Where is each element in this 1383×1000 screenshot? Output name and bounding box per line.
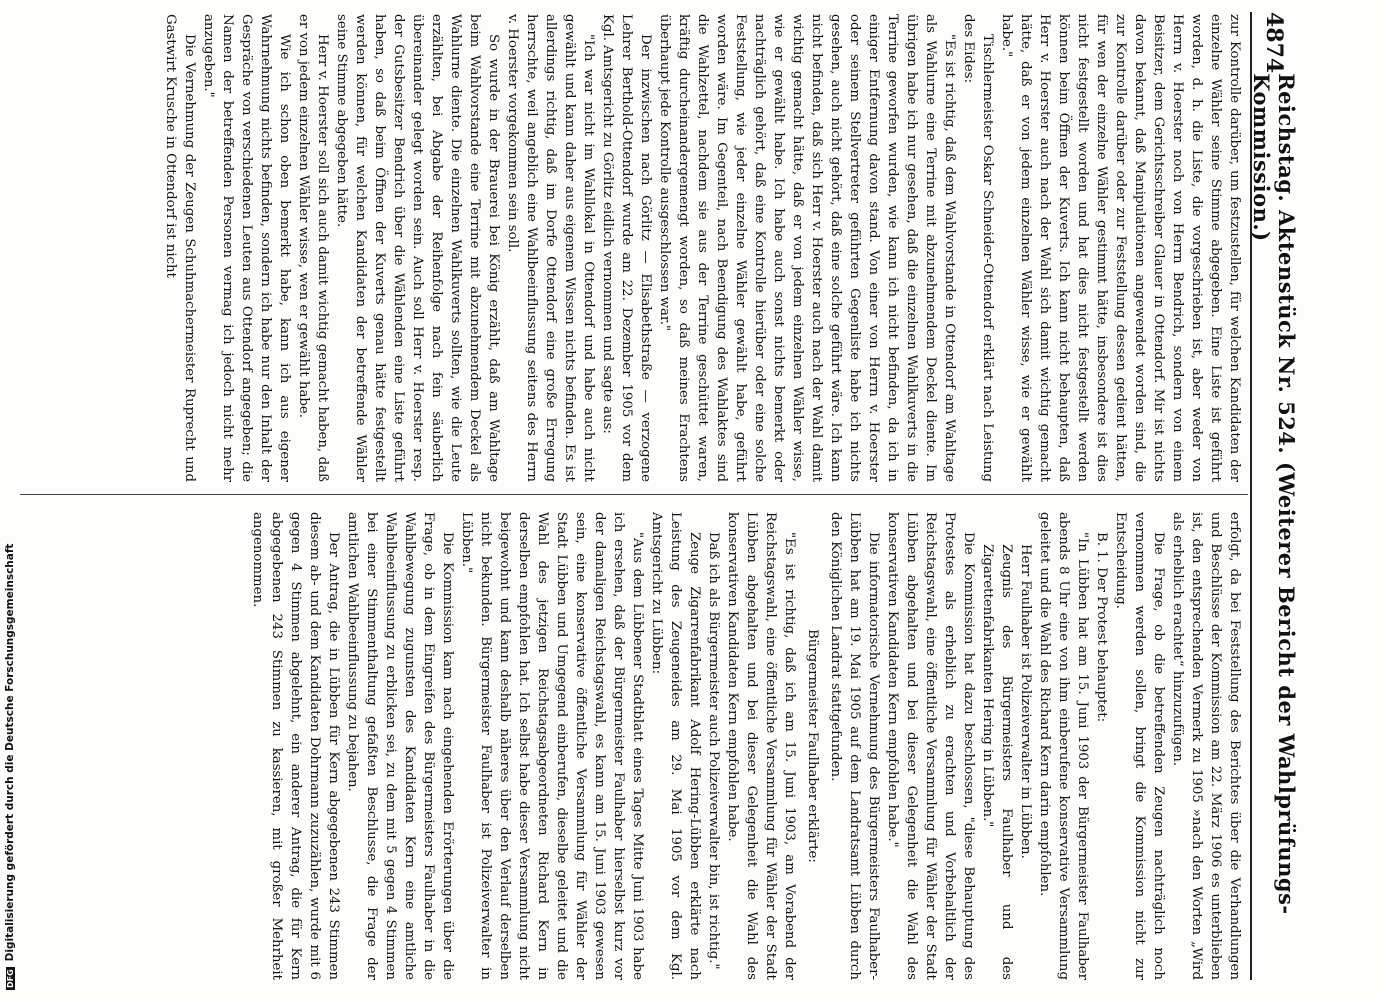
right-column [10, 512, 1244, 980]
credit-text: Digitalisierung gefördert durch die Deutsche Forschungsgemeinschaft [4, 543, 16, 962]
page-number: 4874 [1261, 12, 1287, 74]
paragraph: So wurde in der Brauerei bei König erzählt, daß am Wahltage beim Wahlvorstande eine Terrine mit abzunehmendem Deckel als Wahlurne diente. Die einzelnen Wahlkuverts sollten, wie die Leute erzählten, bei Abgabe der Reihenfolge nach fein säuberlich übereinander gelegt worden sein. Auch soll Herr v. Hoerster resp. der Gutsbesitzer Bendrich über die Wählenden eine Liste geführt haben, so daß beim Öffnen der Kuverts genau hätte festgestellt werden können, für welchen Kandidaten der betreffende Wähler seine Stimme abgegeben hätte. [334, 14, 501, 482]
paragraph: erfolgt, da bei Feststellung des Berichtes über die Verhandlungen und Beschlüsse der Kommission am 22. März 1906 es unterblieben ist, den entsprechenden Vermerk zu 1905 »nach den Worten „Wird als erheblich erachtet“ hinzuzufügen. [1170, 512, 1242, 980]
paragraph: Die Vernehmung der Zeugen Schuhmachermeister Ruprecht und Gastwirt Krusche in Ottendorf ist nicht [163, 14, 197, 482]
paragraph: Tischlermeister Oskar Schneider-Ottendorf erklärt nach Leistung des Eides: [961, 14, 995, 482]
paragraph: Der inzwischen nach Görlitz — Elisabethstraße — verzogene Lehrer Berthold-Ottendorf wurde am 22. Dezember 1905 vor dem Kgl. Amtsgericht zu Görlitz eidlich vernommen und sagte aus: [600, 14, 653, 482]
paragraph: Herr v. Hoerster soll sich auch damit wichtig gemacht haben, daß er von jedem einzelnen Wähler wisse, wen er gewählt habe. [296, 14, 330, 482]
paragraph: zur Kontrolle darüber, um festzustellen, für welchen Kandidaten der einzelne Wähler seine Stimme abgegeben. Eine Liste ist geführt worden, d. h. die Liste, die vorgeschrieben ist, aber weder von Herrn v. Hoerster noch von Herrn Bendrich, sondern von einem Beisitzer, dem Gerichtsschreiber Glauer in Ottendorf. Mir ist nichts davon bekannt, daß Manipulationen angewendet worden sind, die zur Kontrolle darüber oder zur Feststellung dessen gedient hätten, für wen der einzelne Wähler gestimmt hätte, insbesondere ist dies nicht festgestellt worden und hat dies nicht festgestellt werden können beim Öffnen der Kuverts. Ich kann nicht behaupten, daß Herr v. Hoerster auch nach der Wahl sich damit wichtig gemacht hätte, daß er von jedem einzelnen Wähler wisse, wie er gewählt habe." [999, 14, 1242, 482]
paragraph: "Es ist richtig, daß ich am 15. Juni 1903, am Vorabend der Reichstagswahl, eine öffentliche Versammlung für Wähler der Stadt Lübben abgehalten und bei dieser Gelegenheit die Wahl des konservativen Kandidaten Kern empfohlen habe. [725, 512, 797, 980]
paragraph: Daß ich als Bürgermeister auch Polizeiverwalter bin, ist richtig." [706, 532, 721, 970]
paragraph: B. 1. Der Protest behauptet: [1094, 532, 1109, 723]
header-rule [1250, 12, 1252, 980]
paragraph: "Ich war nicht im Wahllokal in Ottendorf und habe auch nicht gewählt und kann daher aus eigenem Wissen nichts befinden. Es ist allerdings richtig, daß im Dorfe Ottendorf eine große Erregung herrschte, weil angeblich eine Wahlbeeinflussung seitens des Herrn v. Hoerster vorgekommen sein soll. [505, 14, 596, 482]
dfg-logo: DFG [5, 969, 15, 988]
column-divider [20, 494, 1248, 495]
paragraph: Der Antrag, die in Lübben für Kern abgegebenen 243 Stimmen diesem ab- und dem Kandidaten Dohrmann zuzuzählen, wurde mit 6 gegen 4 Stimmen abgelehnt, ein anderer Antrag, die für Kern abgegebenen 243 Stimmen zu kassieren, mit großer Mehrheit angenommen. [250, 512, 341, 980]
paragraph: Die Kommission hat dazu beschlossen, "diese Behauptung des Protestes als erheblich zu erachten und Vorbehaltlich der Reichstagswahl, eine öffentliche Versammlung für Wähler der Stadt Lübben abgehalten und bei dieser Gelegenheit die Wahl des konservativen Kandidaten Kern empfohlen habe." [885, 512, 976, 980]
paragraph: Zeuge Zigarrenfabrikant Adolf Hering-Lübben erklärte nach Leistung des Zeugeneides am 29. Mai 1905 vor dem Kgl. Amtsgericht zu Lübben: [649, 512, 702, 980]
paragraph: Wie ich schon oben bemerkt habe, kann ich aus eigener Wahrnehmung nichts befinden, sondern ich habe nur den Inhalt der Gespräche von verschiedenen Leuten aus Ottendorf angegeben; die Namen der betreffenden Personen vermag ich jedoch nicht mehr anzugeben." [201, 14, 292, 482]
paragraph: Die Frage, ob die betreffenden Zeugen nachträglich noch vernommen werden sollen, bringt die Kommission nicht zur Entscheidung. [1113, 512, 1166, 980]
paragraph: Bürgermeister Faulhaber erklärte: [805, 629, 820, 863]
paragraph: Die Kommission kam nach eingehenden Erörterungen über die Frage, ob in dem Eingreifen des Bürgermeisters Faulhaber in die Wahlbewegung zugunsten des Kandidaten Kern eine amtliche Wahlbeeinflussung zu erblicken sei, zu dem mit 5 gegen 4 Stimmen bei einer Stimmenthaltung gefaßten Beschlusse, die Frage der amtlichen Wahlbeeinflussung zu bejahen. [345, 512, 455, 980]
paragraph: "Aus dem Lübbener Stadtblatt eines Tages Mitte Juni 1903 habe ich ersehen, daß der Bürgermeister Faulhaber hierselbst kurz vor der damaligen Reichstagswahl, es kann am 15. Juni 1903 gewesen sein, eine konservative öffentliche Versammlung für Wähler der Stadt Lübben und Umgegend einberufen, dieselbe geleitet und die Wahl des jetzigen Reichstagsabgeordneten Richard Kern in derselben empfohlen hat. Ich selbst habe dieser Versammlung nicht beigewohnt und kann deshalb näheres über den Verlauf derselben nicht bekunden. Bürgermeister Faulhaber ist Polizeiverwalter in Lübben." [459, 512, 645, 980]
paragraph: Herr Faulhaber ist Polizeiverwalter in Lübben. [1018, 544, 1033, 859]
paragraph: Zeugnis des Bürgermeisters Faulhaber und des Zigarettenfabrikanten Hering in Lübben." [980, 544, 1014, 980]
page-title: Reichstag. Aktenstück Nr. 524. (Weiterer Bericht der Wahlprüfungs-Kommission.) [1249, 73, 1299, 915]
page-header [1249, 12, 1299, 980]
paragraph: "Es ist richtig, daß dem Wahlvorstande in Ottendorf am Wahltage als Wahlurne eine Terrine mit abzunehmendem Deckel diente. Im übrigen habe ich nur gesehen, daß die einzelnen Wahlkuverts in die Terrine geworfen wurden, wie kann ich nicht befinden, da ich in einiger Entfernung davon stand. Von einer von Herrn v. Hoerster oder seinem Stellvertreter geführten Gegenliste habe ich nichts gesehen, auch nicht gehört, daß eine solche geführt wäre. Ich kann nicht befinden, daß sich Herr v. Hoerster auch nach der Wahl damit wichtig gemacht hätte, daß er von jedem einzelnen Wähler wisse, wie er gewählt habe. Ich habe auch sonst nichts bemerkt oder nachträglich gehört, daß eine Kontrolle hierüber oder eine solche Feststellung, wie jeder einzelne Wähler gewählt habe, geführt worden wäre. Im Gegenteil, nach Beendigung des Wahlaktes sind die Wahlzettel, nachdem sie aus der Terrine geschüttet waren, kräftig durcheinandergemengt worden, so daß meines Erachtens überhaupt jede Kontrolle ausgeschlossen war." [657, 14, 957, 482]
paragraph: "In Lübben hat am 15. Juni 1903 der Bürgermeister Faulhaber abends 8 Uhr eine von ihm einberufene konservative Versammlung geleitet und die Wahl des Richard Kern darin empfohlen. [1037, 512, 1090, 980]
left-column [10, 14, 1244, 482]
paragraph: Die informatorische Vernehmung des Bürgermeisters Faulhaber-Lübben hat am 19. Mai 1905 auf dem Landratsamt Lübben durch den Königlichen Landrat stattgefunden. [828, 512, 881, 980]
